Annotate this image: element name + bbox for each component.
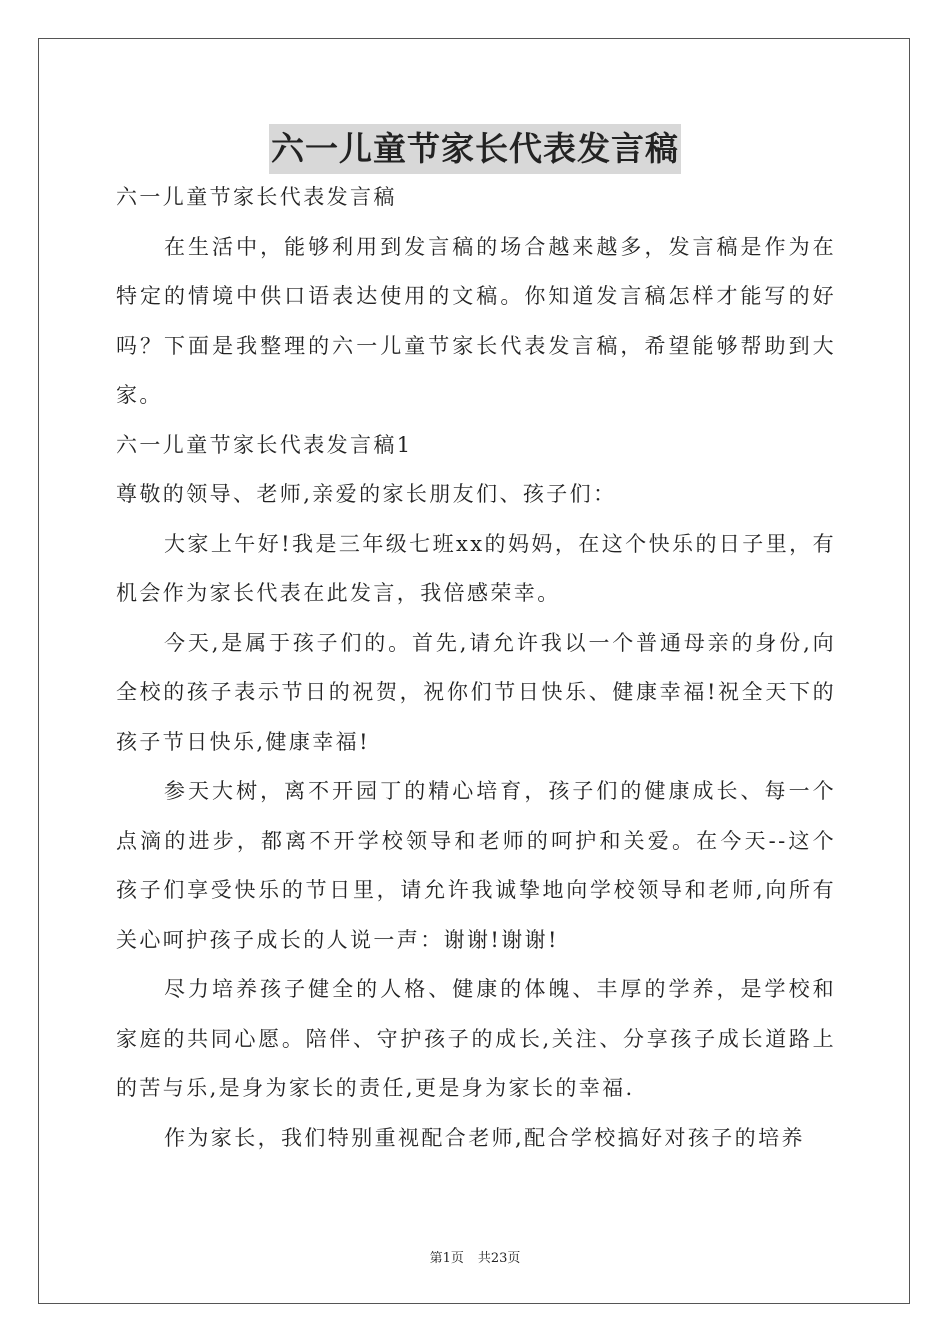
paragraph: 尽力培养孩子健全的人格、健康的体魄、丰厚的学养，是学校和家庭的共同心愿。陪伴、守护孩子的成长,关注、分享孩子成长道路上的苦与乐,是身为家长的责任,更是身为家长的幸福. (116, 977, 836, 1100)
paragraph: 六一儿童节家长代表发言稿 (116, 185, 397, 209)
document-body (116, 173, 836, 1163)
paragraph: 在生活中，能够利用到发言稿的场合越来越多，发言稿是作为在特定的情境中供口语表达使用的文稿。你知道发言稿怎样才能写的好吗？下面是我整理的六一儿童节家长代表发言稿，希望能够帮助到大家。 (116, 234, 836, 407)
paragraph: 今天,是属于孩子们的。首先,请允许我以一个普通母亲的身份,向全校的孩子表示节日的祝贺，祝你们节日快乐、健康幸福!祝全天下的孩子节日快乐,健康幸福! (116, 630, 836, 754)
paragraph: 参天大树，离不开园丁的精心培育，孩子们的健康成长、每一个点滴的进步，都离不开学校领导和老师的呵护和关爱。在今天--这个孩子们享受快乐的节日里，请允许我诚挚地向学校领导和老师,向所有关心呵护孩子成长的人说一声：谢谢!谢谢! (116, 779, 836, 952)
document-title-wrap (0, 124, 950, 174)
page-number: 第1页 (429, 1251, 464, 1266)
document-title: 六一儿童节家长代表发言稿 (269, 124, 681, 174)
page-total: 共23页 (477, 1251, 521, 1266)
paragraph: 作为家长，我们特别重视配合老师,配合学校搞好对孩子的培养 (164, 1125, 805, 1150)
paragraph: 尊敬的领导、老师,亲爱的家长朋友们、孩子们： (116, 482, 617, 506)
page-footer (0, 1247, 950, 1266)
paragraph: 大家上午好!我是三年级七班xx的妈妈，在这个快乐的日子里，有机会作为家长代表在此发言，我倍感荣幸。 (116, 531, 836, 605)
paragraph: 六一儿童节家长代表发言稿1 (116, 432, 413, 457)
